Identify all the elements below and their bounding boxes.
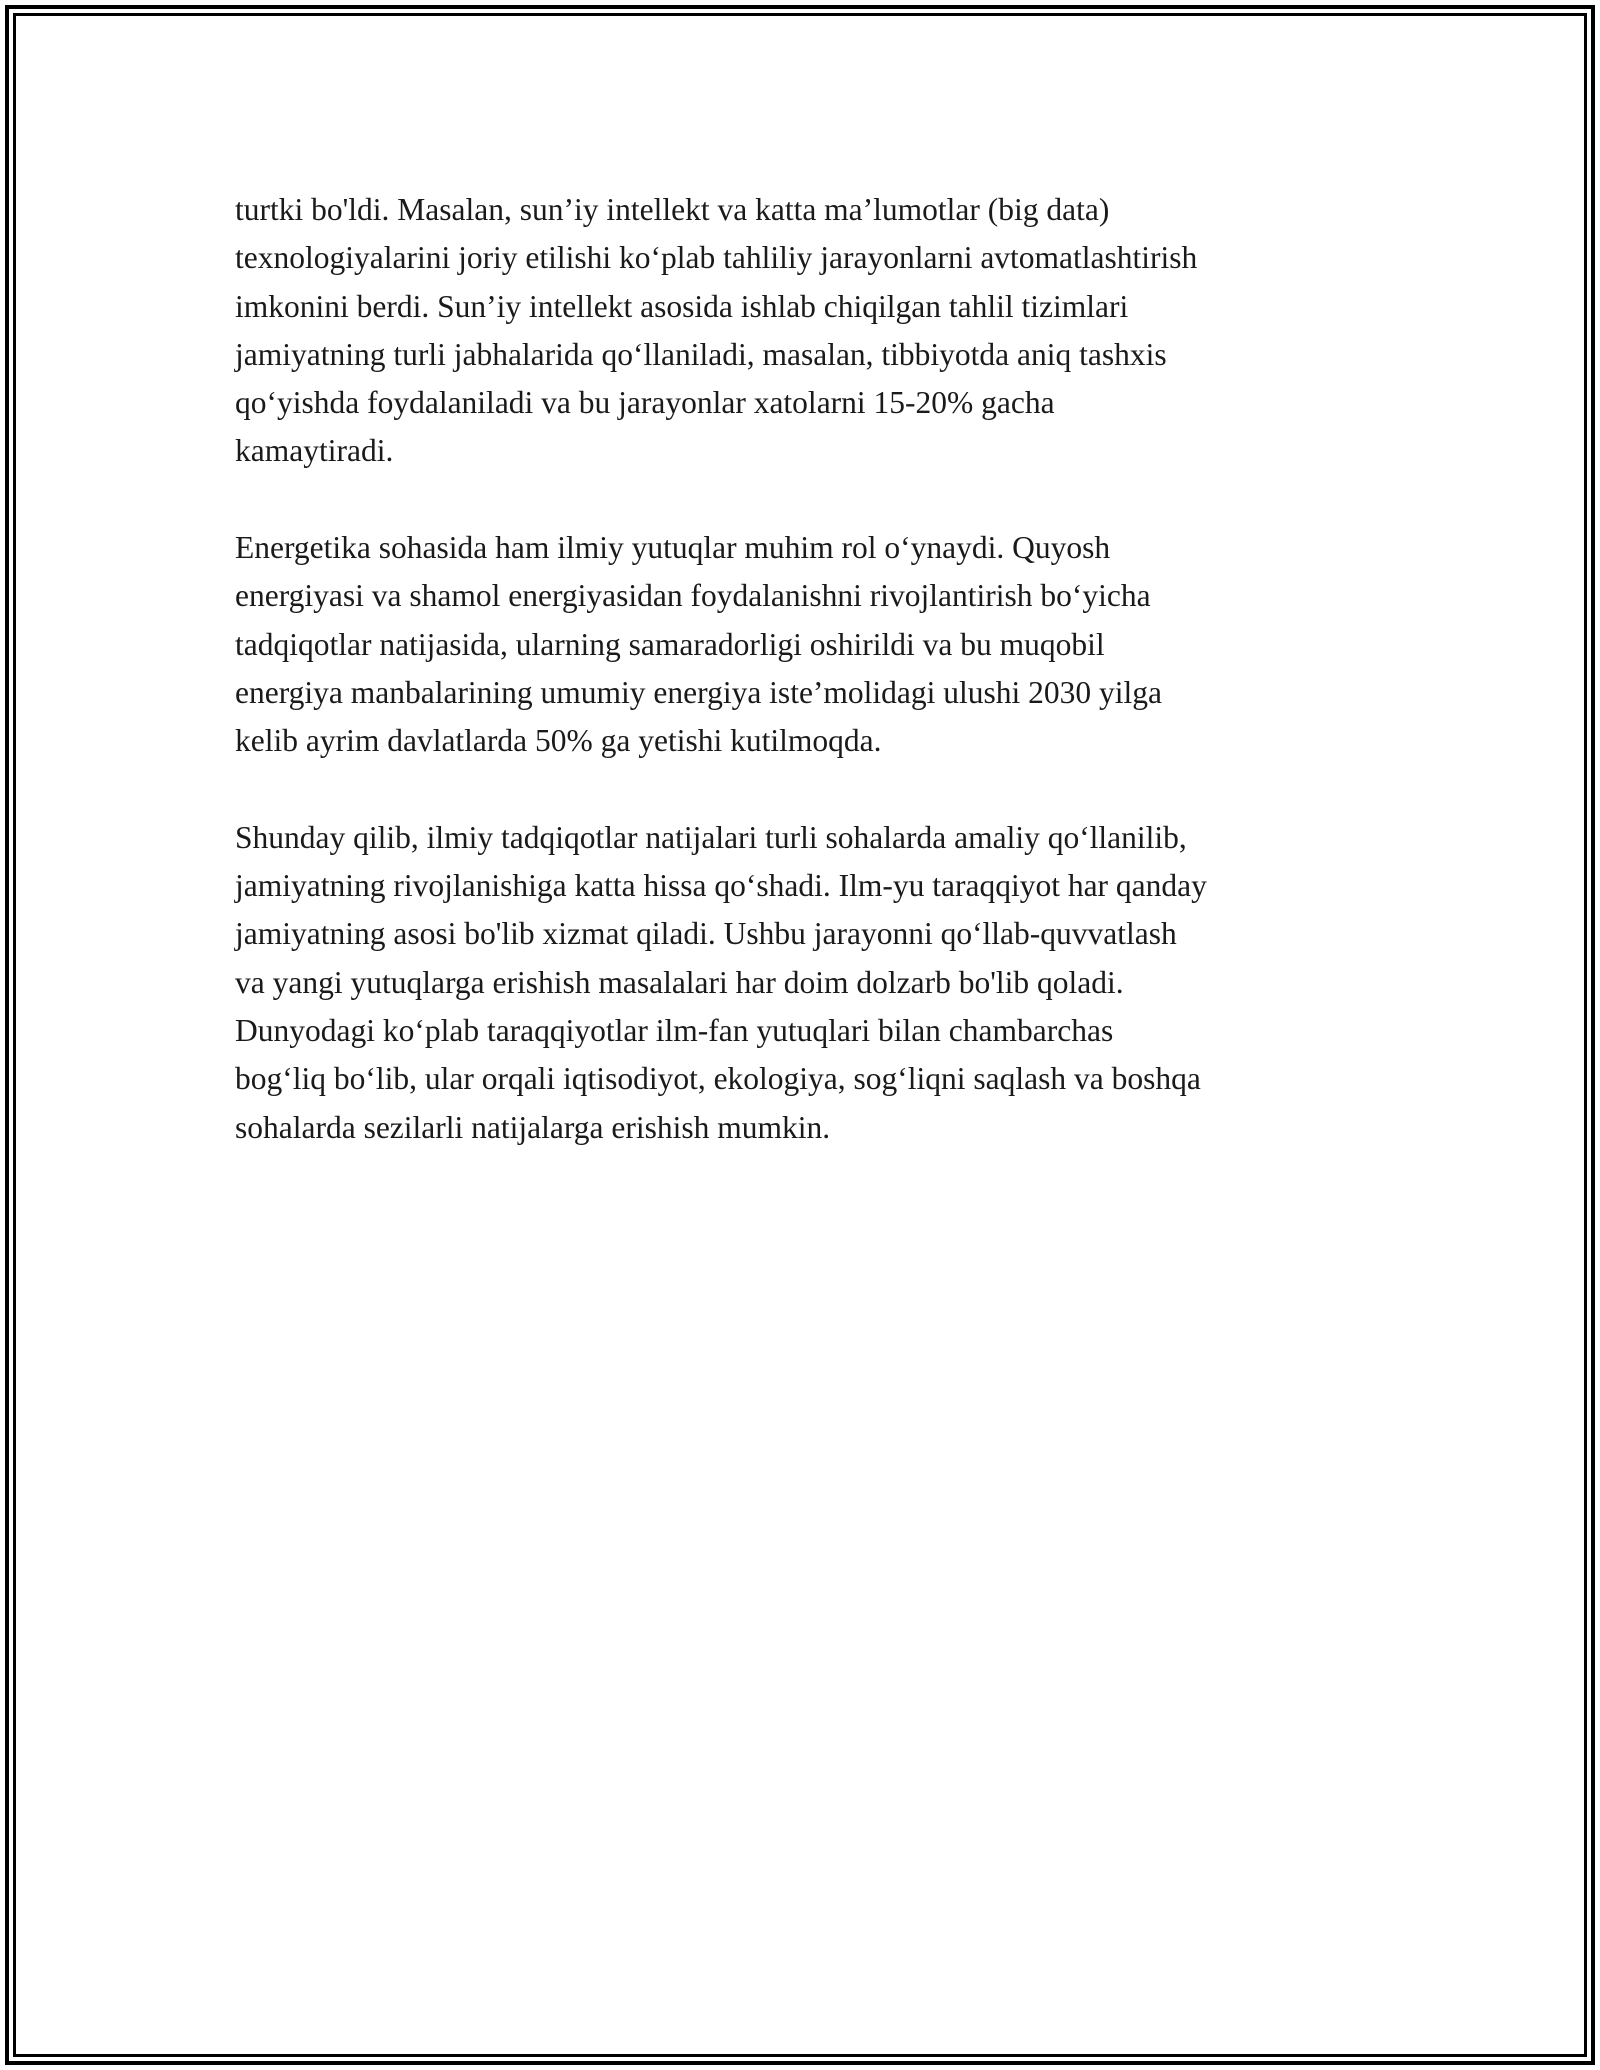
text-line: Energetika sohasida ham ilmiy yutuqlar muhim rol o‘ynaydi. Quyosh	[235, 530, 1111, 566]
text-line: turtki bo'ldi. Masalan, sun’iy intellekt va katta ma’lumotlar (big data)	[235, 192, 1110, 227]
text-line: bog‘liq bo‘lib, ular orqali iqtisodiyot, ekologiya, sog‘liqni saqlash va boshqa	[235, 1061, 1201, 1097]
text-line: energiyasi va shamol energiyasidan foydalanishni rivojlantirish bo‘yicha	[235, 578, 1151, 614]
paragraph-energy	[235, 524, 1405, 765]
text-line: Shunday qilib, ilmiy tadqiqotlar natijalari turli sohalarda amaliy qo‘llanilib,	[235, 819, 1187, 855]
text-line: energiya manbalarining umumiy energiya iste’molidagi ulushi 2030 yilga	[235, 674, 1163, 710]
paragraph-ai-big-data	[235, 186, 1405, 476]
text-line: sohalarda sezilarli natijalarga erishish mumkin.	[235, 1109, 831, 1145]
text-line: jamiyatning asosi bo'lib xizmat qiladi. Ushbu jarayonni qo‘llab-quvvatlash	[235, 916, 1177, 952]
text-line: jamiyatning turli jabhalarida qo‘llaniladi, masalan, tibbiyotda aniq tashxis	[235, 336, 1167, 372]
text-line: jamiyatning rivojlanishiga katta hissa qo‘shadi. Ilm-yu taraqqiyot har qanday	[235, 868, 1207, 904]
text-line: qo‘yishda foydalaniladi va bu jarayonlar xatolarni 15-20% gacha	[235, 385, 1055, 421]
text-line: tadqiqotlar natijasida, ularning samaradorligi oshirildi va bu muqobil	[235, 626, 1105, 662]
paragraph-conclusion	[235, 814, 1405, 1152]
text-line: kelib ayrim davlatlarda 50% ga yetishi kutilmoqda.	[235, 723, 882, 759]
document-body	[235, 186, 1405, 1200]
text-line: imkonini berdi. Sun’iy intellekt asosida ishlab chiqilgan tahlil tizimlari	[235, 288, 1129, 324]
text-line: va yangi yutuqlarga erishish masalalari har doim dolzarb bo'lib qoladi.	[235, 964, 1124, 1000]
text-line: kamaytiradi.	[235, 433, 394, 469]
text-line: Dunyodagi ko‘plab taraqqiyotlar ilm-fan yutuqlari bilan chambarchas	[235, 1013, 1114, 1049]
text-line: texnologiyalarini joriy etilishi ko‘plab tahliliy jarayonlarni avtomatlashtirish	[235, 240, 1198, 276]
